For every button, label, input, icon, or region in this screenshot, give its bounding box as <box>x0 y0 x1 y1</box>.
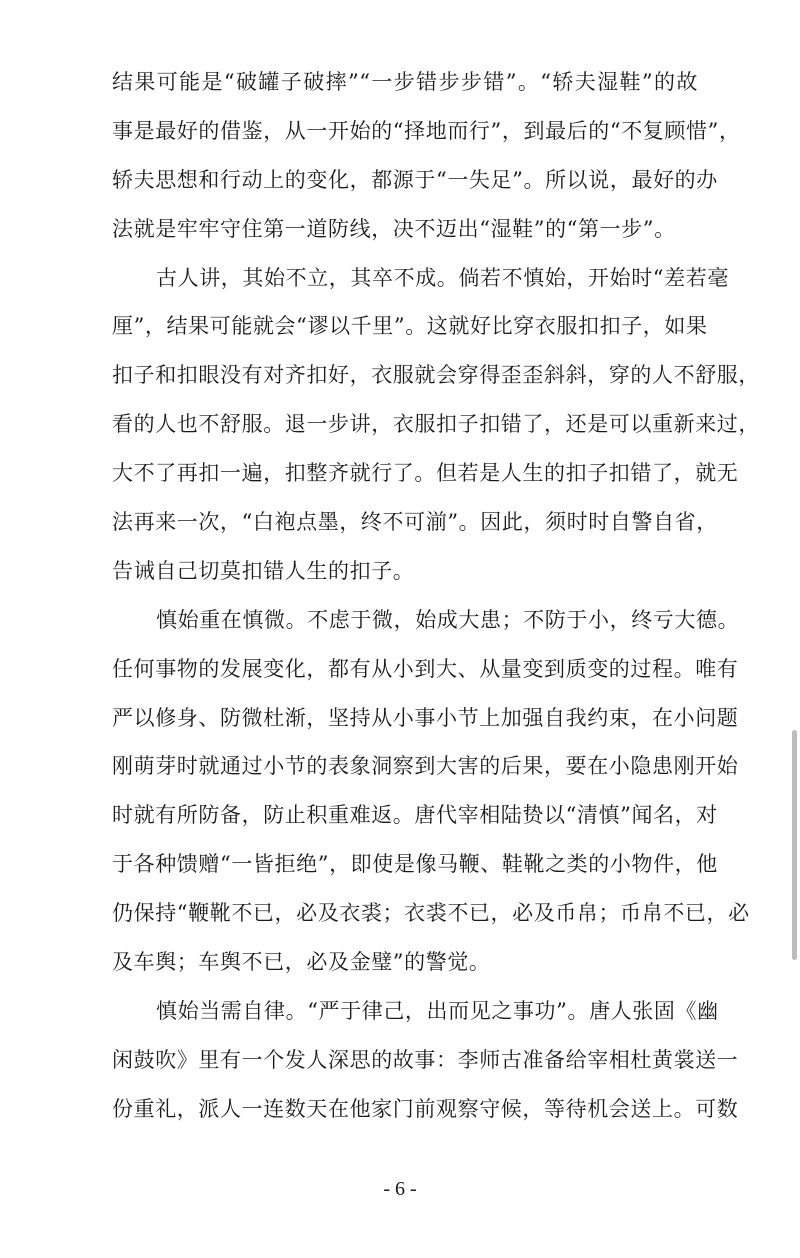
text-line: 时就有所防备，防止积重难返。唐代宰相陆贽以“清慎”闻名，对 <box>112 803 718 828</box>
text-line: 法再来一次，“白袍点墨，终不可湔”。因此，须时时自警自省， <box>112 510 718 535</box>
text-line: 厘”，结果可能就会“谬以千里”。这就好比穿衣服扣扣子，如果 <box>112 314 708 339</box>
text-line: 古人讲，其始不立，其卒不成。倘若不慎始，开始时“差若毫 <box>156 265 729 290</box>
text-line: 大不了再扣一遍，扣整齐就行了。但若是人生的扣子扣错了，就无 <box>112 461 739 486</box>
text-line: 任何事物的发展变化，都有从小到大、从量变到质变的过程。唯有 <box>112 656 739 681</box>
page-number: - 6 - <box>383 1178 417 1200</box>
text-line: 慎始当需自律。“严于律己，出而见之事功”。唐人张固《幽 <box>156 998 719 1023</box>
text-line: 扣子和扣眼没有对齐扣好，衣服就会穿得歪歪斜斜，穿的人不舒服， <box>112 363 760 388</box>
text-line: 刚萌芽时就通过小节的表象洞察到大害的后果，要在小隐患刚开始 <box>112 754 739 779</box>
text-line: 严以修身、防微杜渐，坚持从小事小节上加强自我约束，在小问题 <box>112 705 739 730</box>
text-line: 事是最好的借鉴，从一开始的“择地而行”，到最后的“不复顾惜”， <box>112 118 741 143</box>
text-line: 看的人也不舒服。退一步讲，衣服扣子扣错了，还是可以重新来过， <box>112 412 760 437</box>
text-line: 仍保持“鞭靴不已，必及衣裘；衣裘不已，必及币帛；币帛不已，必 <box>112 901 750 926</box>
text-line: 慎始重在慎微。不虑于微，始成大患；不防于小，终亏大德。 <box>156 607 740 632</box>
text-line: 于各种馈赠“一皆拒绝”，即使是像马鞭、鞋靴之类的小物件，他 <box>112 852 718 877</box>
text-line: 份重礼，派人一连数天在他家门前观察守候，等待机会送上。可数 <box>112 1096 739 1121</box>
text-line: 闲鼓吹》里有一个发人深思的故事：李师古准备给宰相杜黄裳送一 <box>112 1047 739 1072</box>
text-line: 轿夫思想和行动上的变化，都源于“一失足”。所以说，最好的办 <box>112 167 718 192</box>
text-line: 法就是牢牢守住第一道防线，决不迈出“湿鞋”的“第一步”。 <box>112 216 676 241</box>
document-body <box>112 58 760 1134</box>
text-line: 告诫自己切莫扣错人生的扣子。 <box>112 558 415 583</box>
text-line: 及车舆；车舆不已，必及金璧”的警觉。 <box>112 950 491 975</box>
scrollbar-thumb[interactable] <box>792 730 797 960</box>
text-line: 结果可能是“破罐子破摔”“一步错步步错”。“轿夫湿鞋”的故 <box>112 70 698 94</box>
